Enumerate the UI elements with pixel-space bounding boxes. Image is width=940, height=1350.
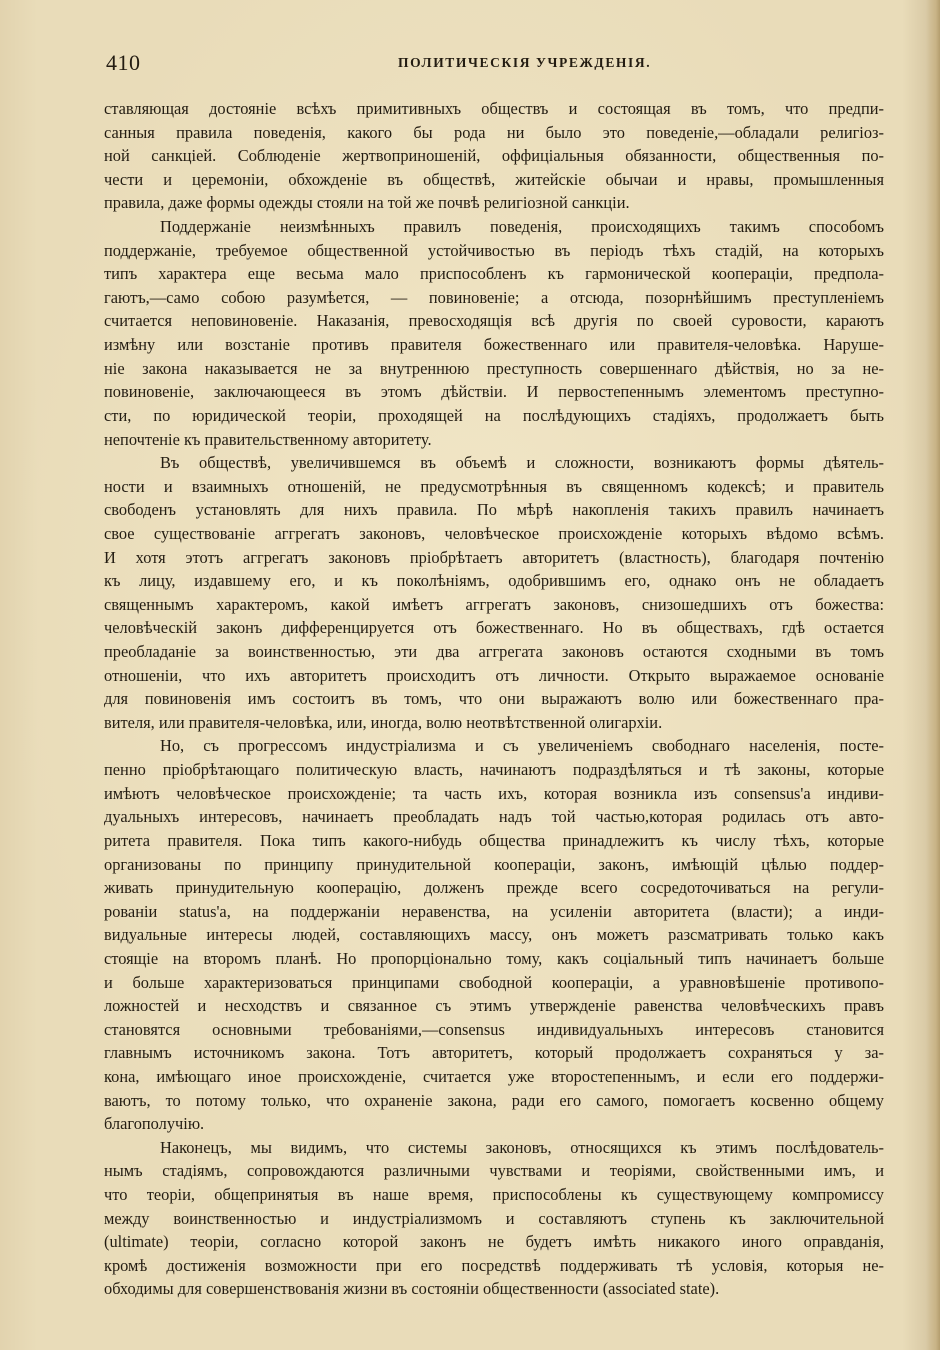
text-line: обходимы для совершенствованія жизни въ состояніи общественности (associated state). (104, 1279, 720, 1299)
text-line: непочтеніе къ правительственному авторитету. (104, 429, 432, 449)
text-line: организованы по принципу принудительной коопераціи, законъ, имѣющій цѣлью поддер- (104, 854, 884, 874)
text-line: дуальныхъ интересовъ, начинаетъ преобладать надъ той частью,которая родилась отъ авто- (104, 807, 884, 827)
text-line: ритета правителя. Пока типъ какого-нибудь общества принадлежитъ къ числу тѣхъ, которые (104, 830, 884, 850)
text-line: ставляющая достояніе всѣхъ примитивныхъ обществъ и состоящая въ томъ, что предпи- (104, 99, 884, 118)
text-line: для повиновенія имъ состоитъ въ томъ, что они выражаютъ волю или божественнаго пра- (104, 689, 884, 709)
text-line: вителя, или правителя-человѣка, или, иногда, волю неотвѣтственной олигархіи. (104, 712, 663, 732)
text-line: становятся основными требованіями,—consensus индивидуальныхъ интересовъ становится (104, 1019, 884, 1039)
text-line: ложностей и несходствъ и связанное съ этимъ утвержденіе равенства человѣческихъ правъ (104, 996, 884, 1016)
body-text (104, 97, 884, 1301)
page-header (106, 48, 886, 78)
text-line: Наконецъ, мы видимъ, что системы законовъ, относящихся къ этимъ послѣдователь- (160, 1137, 884, 1157)
text-line: Въ обществѣ, увеличившемся въ объемѣ и сложности, возникаютъ формы дѣятель- (160, 453, 884, 473)
text-line: санныя правила поведенія, какого бы рода ни было это поведеніе,—обладали религіоз- (104, 122, 884, 142)
text-line: отношеніи, что ихъ авторитетъ происходитъ отъ личности. Открыто выражаемое основаніе (104, 665, 884, 685)
text-line: ваютъ, то потому только, что охраненіе закона, ради его самого, помогаетъ косвенно общему (104, 1090, 884, 1110)
text-line: ной санкціей. Соблюденіе жертвоприношеній, оффиціальныя обязанности, общественныя по- (104, 146, 884, 166)
text-line: (ultimate) теоріи, согласно которой законъ не будетъ имѣть никакого иного оправданія, (104, 1232, 884, 1252)
text-line: что теоріи, общепринятыя въ наше время, приспособлены къ существующему компромиссу (104, 1185, 884, 1205)
text-line: правила, даже формы одежды стояли на той же почвѣ религіозной санкціи. (104, 193, 630, 213)
text-line: къ лицу, издавшему его, и къ поколѣніямъ, одобрившимъ его, однако онъ не обладаетъ (104, 571, 884, 591)
text-line: имѣютъ человѣческое происхожденіе; та часть ихъ, которая возникла изъ consensus'а индиви- (104, 783, 884, 803)
text-line: главнымъ источникомъ закона. Тотъ авторитетъ, который продолжаетъ сохраняться у за- (104, 1043, 884, 1063)
text-line: Поддержаніе неизмѣнныхъ правилъ поведенія, происходящихъ такимъ способомъ (160, 217, 884, 237)
text-line: видуальные интересы людей, составляющихъ массу, онъ можетъ разсматривать только какъ (104, 925, 884, 945)
text-line: стоящіе на второмъ планѣ. Но пропорціонально тому, какъ соціальный типъ начинаетъ больше (104, 948, 884, 968)
text-line: Но, съ прогрессомъ индустріализма и съ увеличеніемъ свободнаго населенія, посте- (160, 736, 884, 756)
text-line: ніе закона наказывается не за внутреннюю преступность совершеннаго дѣйствія, но за не- (104, 358, 884, 378)
text-line: священнымъ характеромъ, какой имѣетъ аггрегатъ законовъ, снизошедшихъ отъ божества: (104, 594, 884, 614)
text-line: свое существованіе аггрегатъ законовъ, человѣческое происхожденіе которыхъ вѣдомо всѣмъ. (104, 523, 884, 543)
text-line: И хотя этотъ аггрегатъ законовъ пріобрѣтаетъ авторитетъ (властность), благодаря почтенію (104, 547, 884, 567)
page-edge-shadow (926, 0, 940, 1350)
text-line: ности и взаимныхъ отношеній, не предусмотрѣнныя въ священномъ кодексѣ; и правитель (104, 476, 884, 496)
text-line: повиновеніе, заключающееся въ этомъ дѣйствіи. И первостепеннымъ элементомъ преступно- (104, 382, 884, 402)
text-line: кона, имѣющаго иное происхожденіе, считается уже второстепеннымъ, и если его поддержи- (104, 1066, 884, 1086)
text-line: и больше характеризоваться принципами свободной коопераціи, а уравновѣшеніе противопо- (104, 972, 884, 992)
text-line: рованіи status'а, на поддержаніи неравенства, на усиленіи авторитета (власти); а инди- (104, 901, 884, 921)
text-line: пенно пріобрѣтающаго политическую власть, начинаютъ подраздѣляться и тѣ законы, которые (104, 760, 884, 780)
text-line: нымъ стадіямъ, сопровождаются различными чувствами и теоріями, свойственными имъ, и (104, 1161, 884, 1181)
page-number: 410 (106, 50, 141, 75)
text-line: свободенъ установлять для нихъ правила. По мѣрѣ накопленія такихъ правилъ начинаетъ (104, 500, 884, 520)
text-line: сти, по юридической теоріи, проходящей на послѣдующихъ стадіяхъ, продолжаетъ быть (104, 405, 884, 425)
text-line: благополучію. (104, 1114, 205, 1134)
text-line: между воинственностью и индустріализмомъ и составляютъ ступень къ заключительной (104, 1208, 884, 1228)
text-line: считается неповиновеніе. Наказанія, превосходящія всѣ другія по своей суровости, караютъ (104, 311, 884, 331)
text-line: человѣческій законъ дифференцируется отъ божественнаго. Но въ обществахъ, гдѣ остается (104, 618, 884, 638)
text-line: гаютъ,—само собою разумѣется, — повиновеніе; а отсюда, позорнѣйшимъ преступленіемъ (104, 287, 884, 307)
text-line: преобладаніе за воинственностью, эти два аггрегата законовъ остаются сходными въ томъ (104, 642, 884, 662)
running-title: ПОЛИТИЧЕСКІЯ УЧРЕЖДЕНІЯ. (398, 55, 652, 70)
text-line: кромѣ достиженія возможности при его посредствѣ поддерживать тѣ условія, которыя не- (104, 1255, 884, 1275)
text-line: чести и церемоніи, обхожденіе въ обществѣ, житейскіе обычаи и нравы, промышленныя (104, 169, 884, 189)
text-line: измѣну или возстаніе противъ правителя божественнаго или правителя-человѣка. Наруше- (104, 335, 884, 355)
text-line: поддержаніе, требуемое общественной устойчивостью въ періодъ тѣхъ стадій, на которыхъ (104, 240, 884, 260)
text-line: типъ характера еще весьма мало приспособленъ къ гармонической коопераціи, предпола- (104, 264, 884, 284)
text-line: живать принудительную кооперацію, долженъ прежде всего сосредоточиваться на регули- (104, 878, 884, 898)
